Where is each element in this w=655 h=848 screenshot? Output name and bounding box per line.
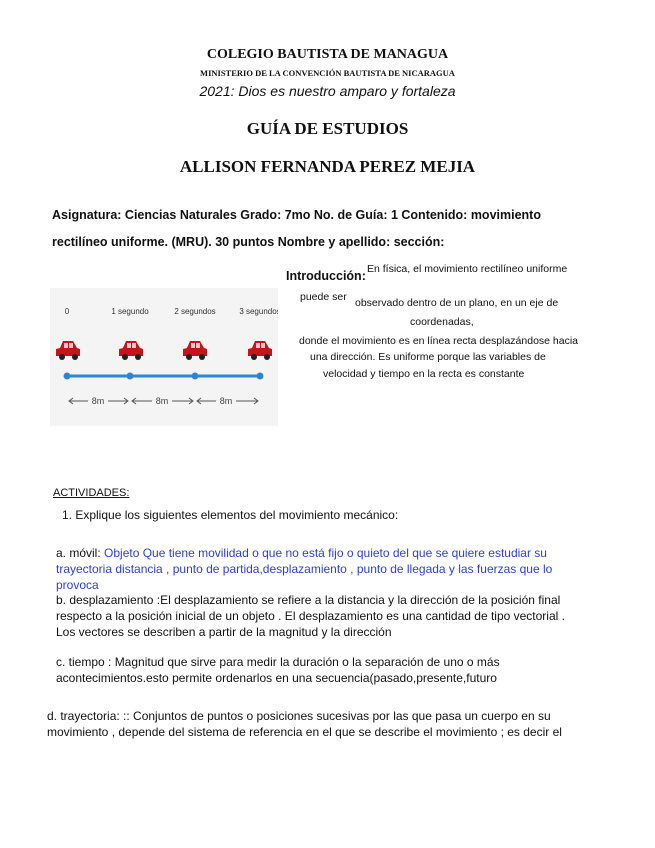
time-label-3: 3 segundos [239, 307, 278, 316]
car-icon-0 [56, 341, 80, 360]
page-title: GUÍA DE ESTUDIOS [246, 119, 409, 138]
mru-figure [50, 288, 278, 426]
motto: 2021: Dios es nuestro amparo y fortaleza [199, 83, 456, 99]
time-label-0: 0 [64, 307, 70, 316]
school-name: COLEGIO BAUTISTA DE MANAGUA [206, 47, 449, 62]
answer-d-line-2: movimiento , depende del sistema de referencia en el que se describe el movimiento ; es decir el [47, 725, 562, 739]
activities-heading: ACTIVIDADES: [53, 487, 130, 499]
answer-a-label: a. móvil: [56, 546, 105, 560]
answer-a-line-3: provoca [56, 578, 99, 592]
ministry-name: MINISTERIO DE LA CONVENCIÓN BAUTISTA DE NICARAGUA [200, 68, 455, 78]
time-label-2: 2 segundos [174, 307, 216, 316]
subject-info-line-2: rectilíneo uniforme. (MRU). 30 puntos Nombre y apellido: sección: [52, 235, 445, 249]
question-1: 1. Explique los siguientes elementos del movimiento mecánico: [62, 508, 399, 522]
intro-line-4: coordenadas, [410, 316, 474, 328]
intro-line-5: donde el movimiento es en línea recta desplazándose hacia [299, 335, 579, 347]
answer-b-line-1: b. desplazamiento :El desplazamiento se refiere a la distancia y la dirección de la posición final [56, 593, 561, 607]
answer-c-line-1: c. tiempo : Magnitud que sirve para medir la duración o la separación de uno o más [56, 655, 500, 669]
answer-b-line-3: Los vectores se describen a partir de la magnitud y la dirección [56, 625, 392, 639]
student-name: ALLISON FERNANDA PEREZ MEJIA [179, 157, 476, 176]
distance-label-2: 8m [155, 396, 169, 406]
intro-label: Introducción: [286, 269, 366, 283]
answer-b-line-2: respecto a la posición inicial de un objeto . El desplazamiento es una cantidad de tipo vectorial . [56, 609, 565, 623]
answer-c-line-2: acontecimientos.esto permite ordenarlos en una secuencia(pasado,presente,futuro [56, 671, 497, 685]
car-icon-3 [248, 341, 272, 360]
mru-diagram [50, 288, 278, 426]
intro-line-7: velocidad y tiempo en la recta es constante [323, 368, 525, 380]
intro-line-3: observado dentro de un plano, en un eje de [355, 297, 559, 309]
intro-line-2: puede ser [300, 291, 347, 303]
intro-line-6: una dirección. Es uniforme porque las variables de [310, 351, 546, 363]
time-label-1: 1 segundo [111, 307, 149, 316]
car-icon-1 [119, 341, 143, 360]
distance-label-3: 8m [219, 396, 233, 406]
answer-a-text: Objeto Que tiene movilidad o que no está fijo o quieto del que se quiere estudiar su [104, 546, 547, 560]
answer-d-line-1: d. trayectoria: :: Conjuntos de puntos o posiciones sucesivas por las que pasa un cuerpo en su [47, 709, 551, 723]
answer-a-line-1 [56, 546, 547, 560]
intro-line-1: En física, el movimiento rectilíneo uniforme [367, 263, 568, 275]
car-icon-2 [183, 341, 207, 360]
distance-label-1: 8m [91, 396, 105, 406]
answer-a-line-2: trayectoria distancia , punto de partida,desplazamiento , punto de llegada y las fuerzas que lo [56, 562, 553, 576]
subject-info-line-1: Asignatura: Ciencias Naturales Grado: 7mo No. de Guía: 1 Contenido: movimiento [52, 208, 541, 222]
